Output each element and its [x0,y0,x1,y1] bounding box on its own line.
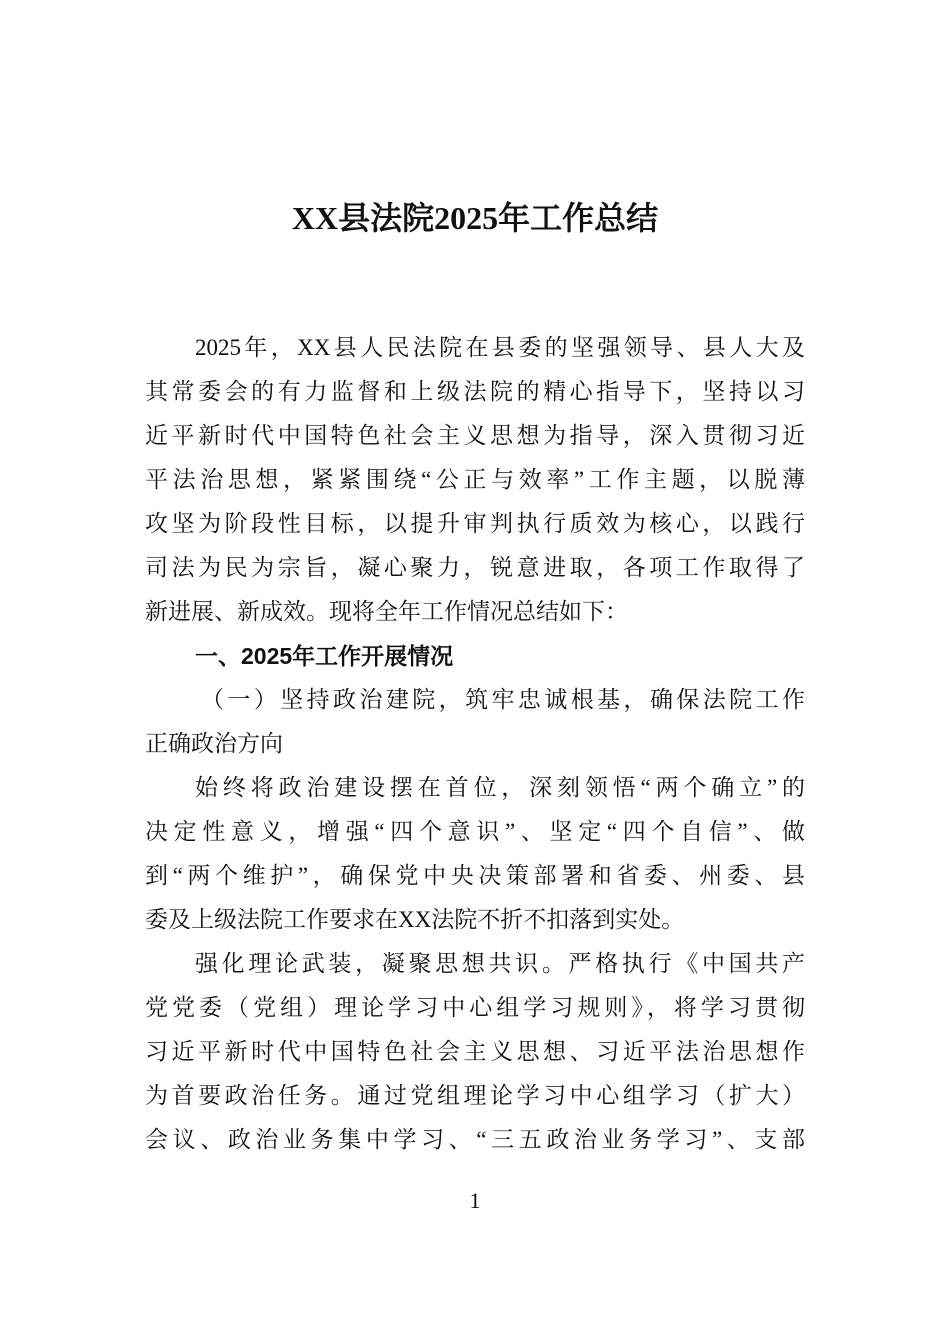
paragraph-line: 为首要政治任务。通过党组理论学习中心组学习（扩大） [145,1083,805,1108]
subsection-heading-line: （一）坚持政治建院，筑牢忠诚根基，确保法院工作 [201,687,805,712]
intro-line: 平法治思想，紧紧围绕“公正与效率”工作主题，以脱薄 [145,467,805,492]
intro-line: 司法为民为宗旨，凝心聚力，锐意进取，各项工作取得了 [145,555,805,580]
section-heading: 一、2025年工作开展情况 [195,643,454,669]
paragraph-line: 决定性意义，增强“四个意识”、坚定“四个自信”、做 [145,819,805,844]
paragraph-line: 到“两个维护”，确保党中央决策部署和省委、州委、县 [145,863,805,888]
intro-line: 2025年，XX县人民法院在县委的坚强领导、县人大及 [195,335,805,360]
paragraph-line: 会议、政治业务集中学习、“三五政治业务学习”、支部 [145,1127,805,1152]
intro-line: 新进展、新成效。现将全年工作情况总结如下： [145,599,628,624]
paragraph-line: 始终将政治建设摆在首位，深刻领悟“两个确立”的 [195,775,805,800]
page-number: 1 [469,1188,481,1213]
paragraph-line: 党党委（党组）理论学习中心组学习规则》，将学习贯彻 [145,995,805,1020]
intro-line: 攻坚为阶段性目标，以提升审判执行质效为核心，以践行 [145,511,805,536]
document-body [145,326,805,1162]
subsection-heading-line: 正确政治方向 [145,731,283,756]
intro-line: 近平新时代中国特色社会主义思想为指导，深入贯彻习近 [145,423,805,448]
paragraph-line: 委及上级法院工作要求在XX法院不折不扣落到实处。 [145,907,685,932]
paragraph-line: 习近平新时代中国特色社会主义思想、习近平法治思想作 [145,1039,805,1064]
paragraph-line: 强化理论武装，凝聚思想共识。严格执行《中国共产 [195,951,805,976]
intro-line: 其常委会的有力监督和上级法院的精心指导下，坚持以习 [145,379,805,404]
document-title: XX县法院2025年工作总结 [291,200,659,236]
